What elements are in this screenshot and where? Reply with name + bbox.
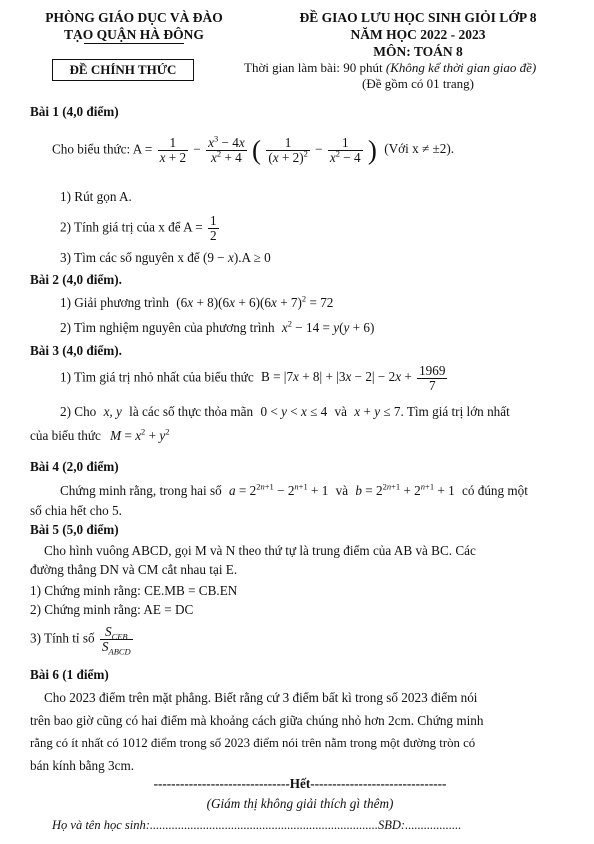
bai1-q3 bbox=[60, 250, 271, 266]
bai4-math-b: $b = 2^{2n+1} + 2^{n+1} + 1$ bbox=[355, 481, 455, 498]
bai5-line2: đường thẳng DN và CM cắt nhau tại E. bbox=[30, 562, 238, 577]
bai3-q1-math: B = |7x + 8| + |3x − 2| − 2x + bbox=[260, 369, 412, 385]
frac-x3-minus-4x: $\frac{x^3 - 4x}{x^2 + 4}$ bbox=[208, 133, 245, 165]
bai4-math-a: $a = 2^{2n+1} - 2^{n+1} + 1$ bbox=[229, 481, 329, 498]
subject: MÔN: TOÁN 8 bbox=[373, 44, 463, 59]
bai1-q2 bbox=[60, 214, 221, 243]
bai3-q2-c: và bbox=[334, 404, 347, 419]
bai4-heading: Bài 4 (2,0 điểm) bbox=[30, 459, 119, 474]
bai2-q2-math: $x^2 - 14 = y(y + 6)$ bbox=[281, 318, 375, 335]
bai1-condition: (Với x ≠ ±2). bbox=[384, 141, 455, 157]
bai1-q1: 1) Rút gọn A. bbox=[60, 189, 132, 204]
frac-1969-over-7: $\frac{1969}{7}$ bbox=[419, 363, 446, 393]
bai3-q2-e: của biểu thức bbox=[30, 428, 101, 443]
bai1-q2-text: 2) Tính giá trị của x để A = bbox=[60, 219, 203, 235]
frac-one-half: $\frac{1}{2}$ bbox=[210, 213, 217, 243]
student-info-line: Họ và tên học sinh:.........................................................................SBD:.................. bbox=[52, 818, 462, 832]
bai4-text-b: và bbox=[335, 483, 349, 498]
bai2-q2-text: 2) Tìm nghiệm nguyên của phương trình bbox=[60, 320, 275, 335]
bai3-q2-a: 2) Cho bbox=[60, 404, 97, 419]
time-note: (Không kể thời gian giao đề) bbox=[385, 60, 537, 75]
bai1-q3-math: (9 − x).A ≥ 0 bbox=[202, 250, 271, 265]
bai2-q2 bbox=[60, 320, 374, 336]
bai5-line1: Cho hình vuông ABCD, gọi M và N theo thứ tự là trung điểm của AB và BC. Các bbox=[44, 543, 476, 558]
bai6-line4: bán kính bằng 3cm. bbox=[30, 758, 135, 773]
bai3-q2-line2 bbox=[30, 428, 169, 444]
official-exam-box: ĐỀ CHÍNH THỨC bbox=[52, 59, 194, 81]
bai3-q2-b: là các số thực thỏa mãn bbox=[129, 404, 254, 419]
frac-1-over-x-plus-2: $\frac{1}{x + 2}$ bbox=[159, 135, 187, 165]
bai5-q3 bbox=[30, 624, 135, 657]
bai3-heading: Bài 3 (4,0 điểm). bbox=[30, 343, 122, 358]
bai3-q2-d: . Tìm giá trị lớn nhất bbox=[400, 404, 510, 419]
bai6-line3: rằng có ít nhất có 1012 điểm trong số 2023 điểm nói trên nằm trong một đường tròn có bbox=[30, 736, 476, 750]
bai3-q2: 2) Cho x, y là các số thực thỏa mãn 0 < y < x ≤ 4 và x + y ≤ 7. Tìm giá trị lớn nhất bbox=[60, 404, 510, 419]
dept-name-line1: PHÒNG GIÁO DỤC VÀ ĐÀO bbox=[45, 10, 223, 25]
bai2-q1-text: 1) Giải phương trình bbox=[60, 295, 169, 310]
bai1-heading: Bài 1 (4,0 điểm) bbox=[30, 104, 119, 119]
time-line bbox=[244, 60, 536, 76]
bai4-text-c: có đúng một bbox=[462, 483, 528, 498]
bai3-q2-math: $M = x^2 + y^2$ bbox=[110, 426, 170, 443]
bai1-intro: Cho biểu thức: A = bbox=[52, 141, 153, 157]
frac-1-over-square: $\frac{1}{(x + 2)^2}$ bbox=[268, 135, 308, 165]
bai4-line2: số chia hết cho 5. bbox=[30, 503, 122, 518]
bai1-expression: Cho biểu thức: A = $\frac{1}{x + 2}$ − $\frac{x^3 - 4x}{x^2 + 4}$ ( $\frac{1}{(x + 2)^2}$ − $\frac{1}{x^2 - 4}$ ) (Với x ≠ ±2). bbox=[52, 133, 455, 165]
pages-note: (Đề gồm có 01 trang) bbox=[362, 76, 474, 91]
bai2-heading: Bài 2 (4,0 điểm). bbox=[30, 272, 122, 287]
bai6-line2: trên bao giờ cũng có hai điểm mà khoảng cách giữa chúng nhỏ hơn 2cm. Chứng minh bbox=[30, 713, 484, 728]
bai3-q2-ineq2: x + y ≤ 7 bbox=[354, 404, 401, 419]
bai2-q1 bbox=[60, 295, 333, 311]
bai2-q1-math: $(6x + 8)(6x + 6)(6x + 7)^2 = 72$ bbox=[176, 293, 334, 310]
bai6-heading: Bài 6 (1 điểm) bbox=[30, 667, 109, 682]
dept-name-line2: TẠO QUẬN HÀ ĐÔNG bbox=[64, 27, 204, 42]
bai3-q2-ineq1: 0 < y < x ≤ 4 bbox=[260, 404, 328, 419]
school-year: NĂM HỌC 2022 - 2023 bbox=[350, 27, 486, 42]
bai6-line1: Cho 2023 điểm trên mặt phẳng. Biết rằng cứ 3 điểm bất kì trong số 2023 điểm nói bbox=[44, 690, 478, 705]
bai4-text-a: Chứng minh rằng, trong hai số bbox=[60, 483, 222, 498]
bai5-heading: Bài 5 (5,0 điểm) bbox=[30, 522, 119, 537]
proctor-note: (Giám thị không giải thích gì thêm) bbox=[206, 796, 394, 811]
exam-title: ĐỀ GIAO LƯU HỌC SINH GIỎI LỚP 8 bbox=[299, 10, 537, 25]
dept-underline bbox=[84, 43, 184, 44]
frac-1-over-x2-minus-4: $\frac{1}{x^2 - 4}$ bbox=[329, 135, 361, 165]
bai4-line1 bbox=[60, 483, 528, 499]
end-marker: -------------------------------Hết------------------------------- bbox=[153, 776, 447, 791]
bai3-q1 bbox=[60, 364, 449, 393]
bai5-q2: 2) Chứng minh rằng: AE = DC bbox=[30, 602, 194, 617]
bai3-q1-text: 1) Tìm giá trị nhỏ nhất của biểu thức bbox=[60, 369, 254, 385]
bai5-q1: 1) Chứng minh rằng: CE.MB = CB.EN bbox=[30, 583, 238, 598]
bai1-q3-text: 3) Tìm các số nguyên x để bbox=[60, 250, 200, 265]
bai5-q3-text: 3) Tính tỉ số bbox=[30, 630, 95, 646]
frac-ratio-ceb-abcd: $\frac{S_{CEB}}{S_{ABCD}}$ bbox=[101, 624, 131, 657]
time-text: Thời gian làm bài: 90 phút bbox=[244, 60, 386, 75]
